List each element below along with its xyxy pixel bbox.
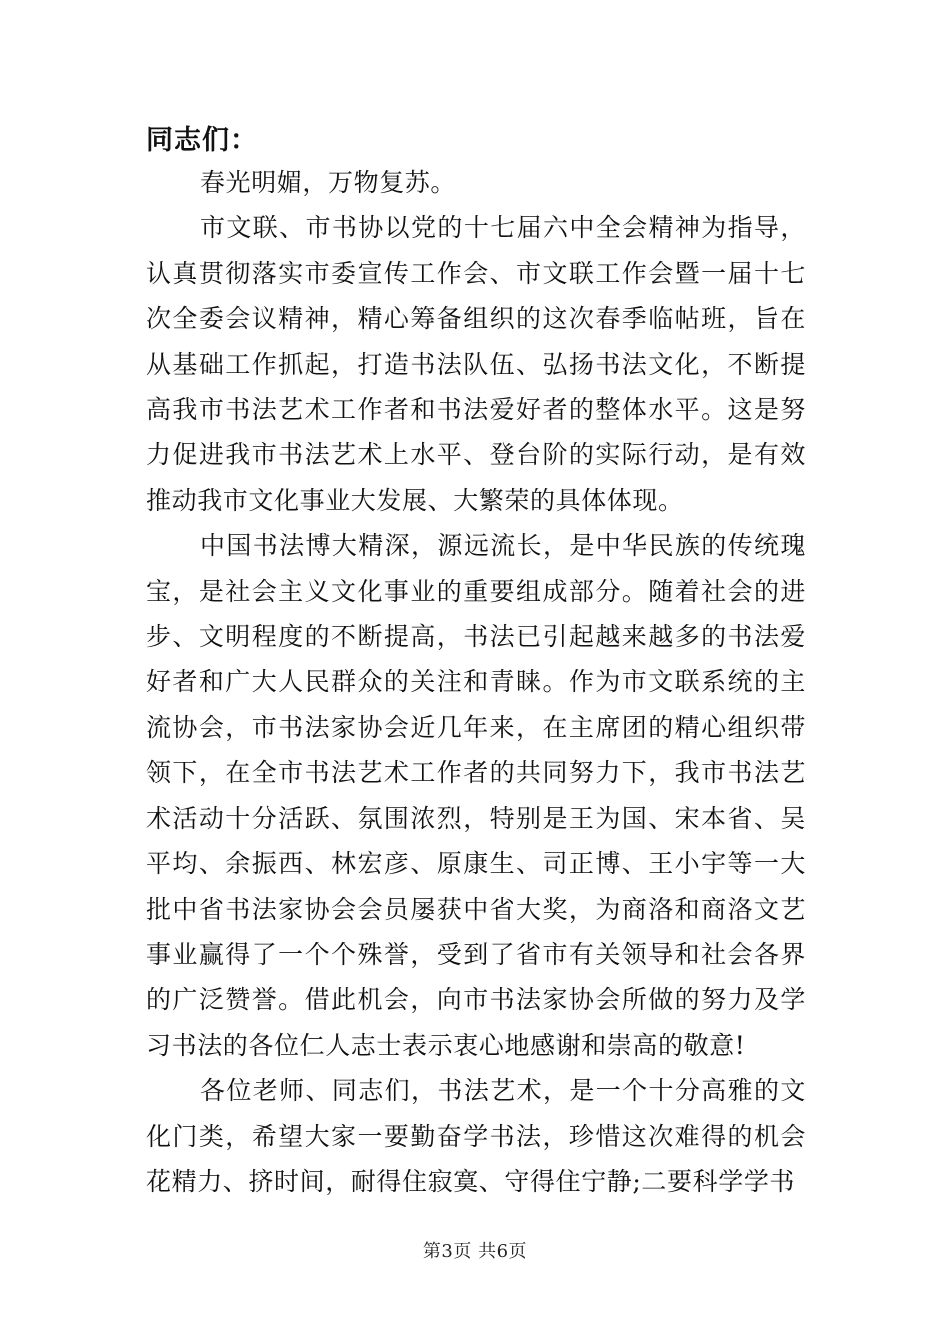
paragraph-1: 春光明媚，万物复苏。 xyxy=(200,168,457,197)
paragraph-3: 中国书法博大精深，源远流长，是中华民族的传统瑰宝，是社会主义文化事业的重要组成部分。随着社会的进步、文明程度的不断提高，书法已引起越来越多的书法爱好者和广大人民群众的关注和青睐。作为市文联系统的主流协会，市书法家协会近几年来，在主席团的精心组织带领下，在全市书法艺术工作者的共同努力下，我市书法艺术活动十分活跃、氛围浓烈，特别是王为国、宋本省、吴平均、余振西、林宏彦、原康生、司正博、王小宇等一大批中省书法家协会会员屡获中省大奖，为商洛和商洛文艺事业赢得了一个个殊誉，受到了省市有关领导和社会各界的广泛赞誉。借此机会，向市书法家协会所做的努力及学习书法的各位仁人志士表示衷心地感谢和崇高的敬意! xyxy=(146,531,806,1060)
salutation: 同志们： xyxy=(146,125,258,156)
paragraph-2: 市文联、市书协以党的十七届六中全会精神为指导，认真贯彻落实市委宣传工作会、市文联工作会暨一届十七次全委会议精神，精心筹备组织的这次春季临帖班，旨在从基础工作抓起，打造书法队伍、弘扬书法文化，不断提高我市书法艺术工作者和书法爱好者的整体水平。这是努力促进我市书法艺术上水平、登台阶的实际行动，是有效推动我市文化事业大发展、大繁荣的具体体现。 xyxy=(146,213,806,515)
page-footer: 第3页 共6页 xyxy=(422,1241,528,1262)
document-body xyxy=(146,160,806,1204)
paragraph-4: 各位老师、同志们，书法艺术，是一个十分高雅的文化门类，希望大家一要勤奋学书法，珍惜这次难得的机会花精力、挤时间，耐得住寂寞、守得住宁静;二要科学学书 xyxy=(146,1076,806,1196)
